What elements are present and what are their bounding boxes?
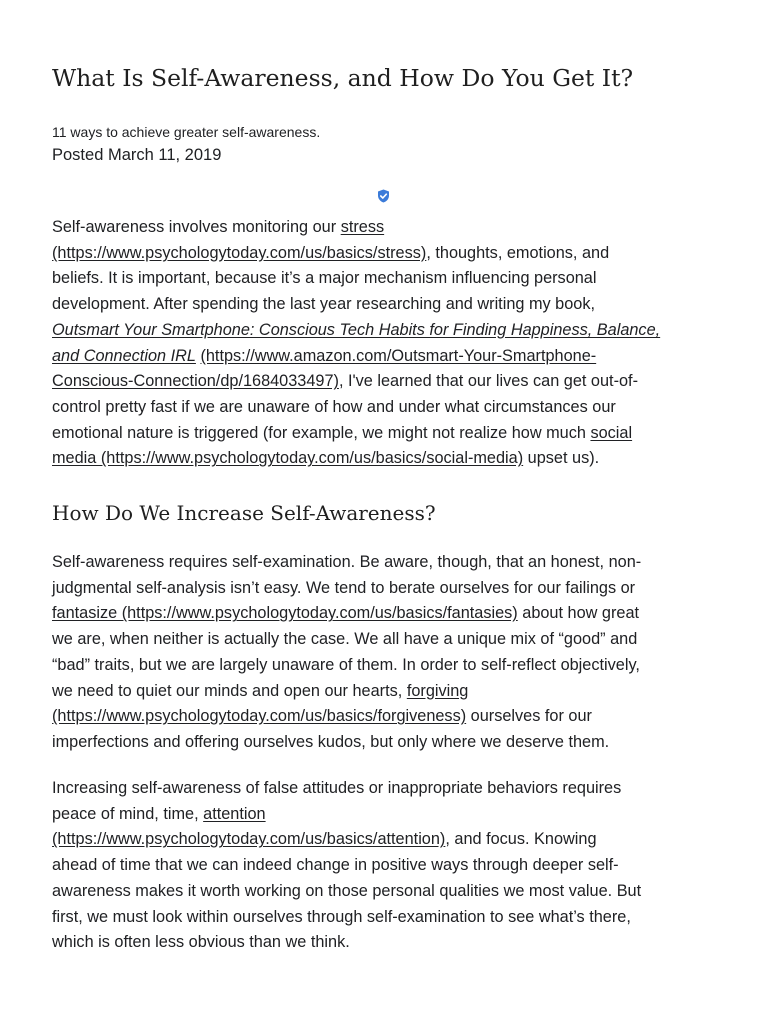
- posted-date: Posted March 11, 2019: [52, 146, 222, 164]
- text-span: we need to quiet our minds and open our hearts,: [52, 681, 407, 700]
- section-heading: How Do We Increase Self-Awareness?: [52, 501, 436, 525]
- text-line: [52, 679, 722, 705]
- text-line: control pretty fast if we are unaware of how and under what circumstances our: [52, 397, 616, 416]
- text-line: which is often less obvious than we think.: [52, 933, 350, 952]
- text-line: [52, 344, 722, 370]
- stress-link[interactable]: stress: [340, 218, 385, 236]
- text-line: [52, 215, 722, 241]
- text-line: [52, 421, 722, 447]
- stress-url-link[interactable]: (https://www.psychologytoday.com/us/basics/stress): [52, 243, 427, 262]
- text-span: about how great: [517, 604, 640, 623]
- intro-paragraph: [52, 215, 722, 472]
- text-span: emotional nature is triggered (for example, we might not realize how much: [52, 423, 591, 442]
- text-line: [52, 369, 722, 395]
- text-span: peace of mind, time,: [52, 804, 204, 823]
- text-line: imperfections and offering ourselves kudos, but only where we deserve them.: [52, 732, 610, 751]
- article-title: What Is Self-Awareness, and How Do You Get It?: [52, 64, 634, 92]
- text-line: [52, 827, 722, 853]
- attention-link[interactable]: attention: [203, 804, 266, 823]
- shield-check-icon: [377, 189, 390, 203]
- text-line: ahead of time that we can indeed change in positive ways through deeper self-: [52, 856, 619, 875]
- article-subtitle: 11 ways to achieve greater self-awareness.: [52, 124, 321, 140]
- text-line: [52, 241, 722, 267]
- text-line: [52, 318, 722, 344]
- text-line: judgmental self-analysis isn’t easy. We tend to berate ourselves for our failings or: [52, 578, 636, 597]
- fantasize-link[interactable]: fantasize (https://www.psychologytoday.com/us/basics/fantasies): [52, 604, 518, 623]
- book-url-link[interactable]: (https://www.amazon.com/Outsmart-Your-Smartphone-: [200, 346, 597, 365]
- text-line: beliefs. It is important, because it’s a major mechanism influencing personal: [52, 269, 597, 288]
- text-line: Self-awareness requires self-examination. Be aware, though, that an honest, non-: [52, 553, 642, 571]
- text-line: first, we must look within ourselves through self-examination to see what’s there,: [52, 907, 631, 926]
- text-line: Increasing self-awareness of false attitudes or inappropriate behaviors requires: [52, 779, 622, 797]
- book-title-link[interactable]: Outsmart Your Smartphone: Conscious Tech Habits for Finding Happiness, Balance,: [52, 320, 661, 339]
- text-line: development. After spending the last year researching and writing my book,: [52, 295, 596, 314]
- text-line: [52, 446, 722, 472]
- self-examination-paragraph: [52, 550, 722, 756]
- text-span: upset us).: [523, 449, 600, 468]
- attention-paragraph: [52, 776, 722, 956]
- text-span: ourselves for our: [466, 707, 592, 726]
- text-line: “bad” traits, but we are largely unaware of them. In order to self-reflect objectively,: [52, 655, 640, 674]
- book-url-link-cont[interactable]: Conscious-Connection/dp/1684033497): [52, 372, 339, 391]
- text-span: , I've learned that our lives can get out-of-: [338, 372, 638, 391]
- book-title-link-cont[interactable]: and Connection IRL: [52, 346, 196, 365]
- social-media-link[interactable]: social: [590, 423, 633, 442]
- text-line: awareness makes it worth working on those personal qualities we most value. But: [52, 881, 642, 900]
- text-line: [52, 704, 722, 730]
- attention-url-link[interactable]: (https://www.psychologytoday.com/us/basics/attention): [52, 830, 446, 849]
- social-media-link-cont[interactable]: media (https://www.psychologytoday.com/us/basics/social-media): [52, 449, 524, 468]
- text-line: [52, 802, 722, 828]
- text-line: [52, 601, 722, 627]
- forgiving-url-link[interactable]: (https://www.psychologytoday.com/us/basics/forgiveness): [52, 707, 467, 726]
- text-span: Self-awareness involves monitoring our: [52, 218, 341, 236]
- forgiving-link[interactable]: forgiving: [406, 681, 469, 700]
- text-span: , thoughts, emotions, and: [426, 243, 610, 262]
- text-line: we are, when neither is actually the case. We all have a unique mix of “good” and: [52, 630, 638, 649]
- text-span: , and focus. Knowing: [445, 830, 597, 849]
